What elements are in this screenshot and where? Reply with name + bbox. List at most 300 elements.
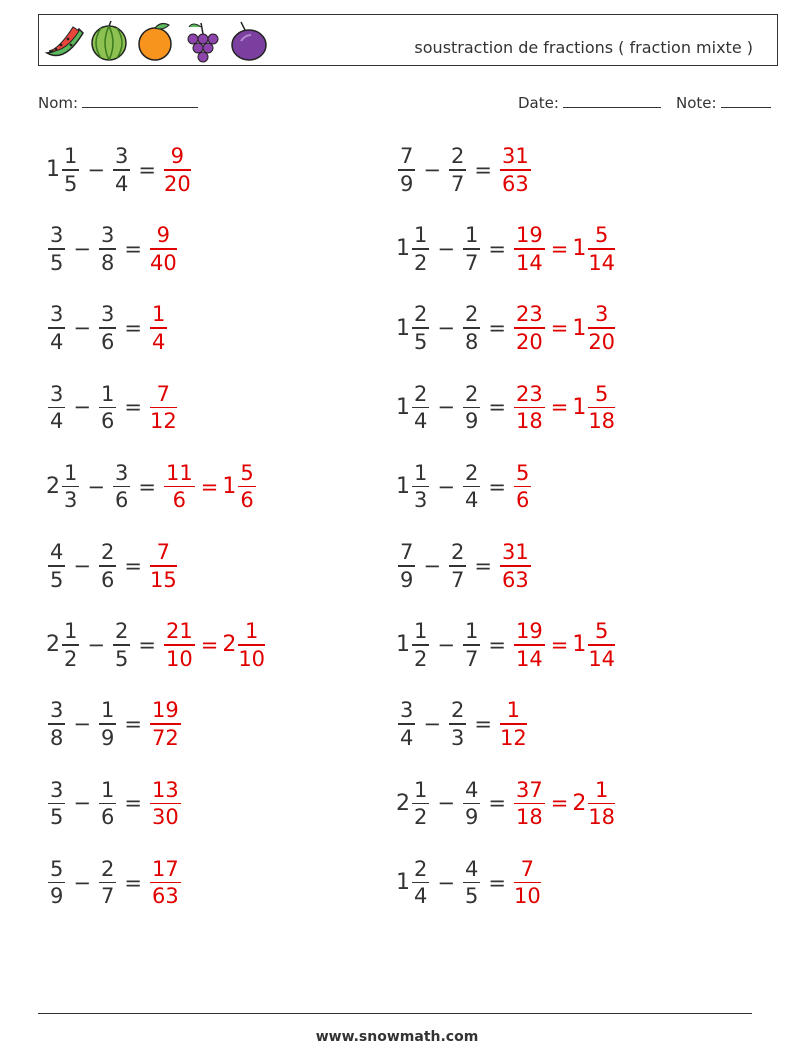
numerator: 1 (64, 460, 78, 485)
denominator: 8 (50, 725, 64, 750)
numerator: 1 (414, 223, 428, 248)
minuend-fraction (48, 301, 65, 355)
answer-fraction (500, 143, 531, 197)
subtrahend-fraction (463, 381, 480, 435)
denominator: 5 (50, 250, 64, 275)
answer (512, 856, 543, 910)
numerator: 3 (114, 144, 129, 168)
mixed-answer-whole: 1 (572, 632, 587, 658)
minuend-fraction (48, 539, 65, 593)
footer-divider (38, 1013, 752, 1014)
denominator: 12 (499, 725, 527, 750)
equals-sign: = (488, 632, 506, 657)
mixed-answer-fraction (238, 460, 255, 514)
minuend-whole: 2 (46, 474, 60, 500)
numerator: 23 (515, 381, 543, 406)
answer-fraction (150, 301, 167, 355)
problem-row (396, 856, 543, 910)
numerator: 3 (50, 381, 64, 406)
numerator: 5 (594, 223, 609, 248)
minus-sign: − (87, 474, 105, 499)
numerator: 1 (464, 223, 479, 248)
numerator: 1 (100, 381, 115, 406)
answer (162, 143, 193, 197)
minuend-whole: 1 (396, 394, 410, 420)
denominator: 6 (515, 488, 530, 513)
answer-fraction (164, 460, 195, 514)
equals-sign: = (124, 316, 142, 341)
equals-sign: = (124, 553, 142, 578)
equals-sign: = (474, 553, 492, 578)
numerator: 3 (594, 302, 609, 327)
minuend-fraction (412, 222, 429, 276)
numerator: 2 (100, 856, 115, 881)
subtrahend-fraction (99, 381, 116, 435)
answer-fraction (514, 460, 531, 514)
denominator: 10 (165, 646, 193, 671)
subtrahend-fraction (113, 618, 130, 672)
subtrahend-fraction (463, 301, 480, 355)
minus-sign: − (73, 553, 91, 578)
problem-row (46, 777, 183, 831)
denominator: 4 (400, 725, 414, 750)
answer-fraction (500, 697, 527, 751)
denominator: 4 (50, 409, 64, 434)
denominator: 8 (464, 329, 479, 354)
denominator: 6 (114, 488, 129, 513)
denominator: 2 (64, 646, 78, 671)
date-blank (563, 93, 661, 108)
answer (498, 143, 533, 197)
numerator: 4 (50, 540, 64, 564)
mixed-answer-fraction (588, 618, 615, 672)
denominator: 7 (464, 646, 479, 671)
answer-fraction (500, 539, 531, 593)
numerator: 3 (50, 777, 64, 802)
name-blank (82, 93, 198, 108)
minuend-fraction (62, 460, 79, 514)
minuend-whole: 1 (396, 315, 410, 341)
denominator: 6 (100, 567, 115, 592)
denominator: 8 (100, 250, 115, 275)
minus-sign: − (437, 316, 455, 341)
denominator: 18 (515, 805, 543, 830)
denominator: 14 (515, 646, 543, 671)
equals-sign: = (124, 791, 142, 816)
minus-sign: − (73, 870, 91, 895)
subtrahend-fraction (463, 618, 480, 672)
numerator: 3 (114, 460, 129, 485)
numerator: 3 (50, 698, 64, 723)
numerator: 2 (464, 460, 479, 485)
answer-fraction (514, 618, 545, 672)
numerator: 2 (450, 144, 465, 168)
equals-sign: = (488, 236, 506, 261)
problem-row (46, 460, 258, 514)
mixed-answer-fraction (588, 301, 615, 355)
date-label: Date: (518, 94, 559, 112)
numerator: 19 (515, 619, 543, 644)
orange-icon (139, 24, 171, 60)
equals-sign: = (138, 157, 156, 182)
minus-sign: − (87, 632, 105, 657)
numerator: 31 (501, 540, 529, 564)
subtrahend-fraction (99, 222, 116, 276)
numerator: 9 (170, 144, 185, 168)
minus-sign: − (73, 791, 91, 816)
subtrahend-fraction (463, 222, 480, 276)
denominator: 4 (114, 171, 129, 196)
denominator: 14 (588, 646, 616, 671)
equals-sign: = (488, 870, 506, 895)
minuend-fraction (48, 697, 65, 751)
numerator: 1 (100, 777, 115, 802)
minuend-fraction (412, 618, 429, 672)
minuend-fraction (48, 222, 65, 276)
numerator: 1 (594, 777, 609, 802)
numerator: 3 (50, 223, 64, 248)
denominator: 40 (149, 250, 177, 275)
minuend-whole: 1 (396, 474, 410, 500)
denominator: 9 (50, 884, 64, 909)
numerator: 7 (400, 144, 414, 168)
numerator: 5 (50, 856, 64, 881)
subtrahend-fraction (99, 697, 116, 751)
numerator: 3 (100, 302, 115, 327)
mixed-answer-whole: 2 (222, 632, 237, 658)
numerator: 1 (414, 460, 428, 485)
denominator: 9 (100, 725, 115, 750)
minus-sign: − (437, 236, 455, 261)
numerator: 1 (414, 619, 428, 644)
subtrahend-fraction (449, 539, 466, 593)
subtrahend-fraction (99, 539, 116, 593)
equals-sign: = (550, 632, 569, 657)
melon-icon (92, 21, 126, 60)
numerator: 9 (156, 223, 171, 248)
answer-fraction (150, 777, 181, 831)
problem-row (396, 697, 529, 751)
denominator: 2 (414, 646, 428, 671)
subtrahend-fraction (113, 460, 130, 514)
minuend-fraction (62, 143, 79, 197)
numerator: 21 (165, 619, 193, 644)
subtrahend-fraction (463, 856, 480, 910)
problem-row (396, 618, 617, 672)
minuend-fraction (412, 777, 429, 831)
answer (512, 460, 533, 514)
minus-sign: − (437, 870, 455, 895)
minus-sign: − (437, 474, 455, 499)
fruit-icons (43, 19, 273, 63)
problem-row (46, 856, 183, 910)
equals-sign: = (550, 316, 569, 341)
equals-sign: = (474, 712, 492, 737)
numerator: 1 (506, 698, 521, 723)
equals-sign: = (488, 316, 506, 341)
minuend-fraction (48, 856, 65, 910)
numerator: 3 (50, 302, 64, 327)
numerator: 1 (64, 144, 78, 168)
equals-sign: = (138, 632, 156, 657)
problem-row (46, 222, 179, 276)
numerator: 19 (151, 698, 179, 723)
problem-row (396, 143, 533, 197)
numerator: 13 (151, 777, 179, 802)
denominator: 3 (64, 488, 78, 513)
numerator: 2 (450, 540, 465, 564)
denominator: 4 (414, 409, 428, 434)
minuend-whole: 1 (396, 236, 410, 262)
numerator: 19 (515, 223, 543, 248)
denominator: 6 (100, 409, 115, 434)
numerator: 2 (414, 856, 428, 881)
watermelon-icon (47, 27, 83, 56)
numerator: 11 (165, 460, 193, 485)
minus-sign: − (437, 791, 455, 816)
numerator: 1 (100, 698, 115, 723)
denominator: 9 (464, 805, 479, 830)
denominator: 10 (513, 884, 541, 909)
minus-sign: − (73, 712, 91, 737)
problem-row (46, 301, 169, 355)
numerator: 1 (464, 619, 479, 644)
minuend-fraction (48, 777, 65, 831)
numerator: 5 (594, 381, 609, 406)
mixed-answer-whole: 1 (572, 315, 587, 341)
denominator: 6 (100, 329, 115, 354)
denominator: 4 (151, 329, 166, 354)
denominator: 63 (501, 171, 529, 196)
numerator: 2 (464, 381, 479, 406)
denominator: 7 (450, 567, 465, 592)
denominator: 3 (414, 488, 428, 513)
equals-sign: = (138, 474, 156, 499)
numerator: 1 (244, 619, 259, 644)
footer-url: www.snowmath.com (315, 1029, 479, 1045)
numerator: 17 (151, 856, 179, 881)
answer (148, 301, 169, 355)
numerator: 1 (414, 777, 428, 802)
minus-sign: − (73, 236, 91, 261)
problem-row (46, 697, 183, 751)
denominator: 6 (172, 488, 187, 513)
minuend-fraction (412, 856, 429, 910)
answer (512, 301, 617, 355)
denominator: 4 (50, 329, 64, 354)
answer (512, 381, 617, 435)
minuend-fraction (398, 143, 415, 197)
minuend-fraction (412, 381, 429, 435)
problem-row (46, 618, 267, 672)
answer-fraction (150, 697, 181, 751)
denominator: 7 (464, 250, 479, 275)
numerator: 3 (100, 223, 115, 248)
answer (148, 697, 183, 751)
answer-fraction (150, 381, 177, 435)
equals-sign: = (200, 474, 219, 499)
denominator: 20 (515, 329, 543, 354)
denominator: 9 (464, 409, 479, 434)
minuend-fraction (398, 697, 415, 751)
denominator: 5 (464, 884, 479, 909)
answer (498, 697, 529, 751)
numerator: 23 (515, 302, 543, 327)
equals-sign: = (550, 395, 569, 420)
plum-icon (232, 22, 266, 60)
mixed-answer-fraction (238, 618, 265, 672)
denominator: 30 (151, 805, 179, 830)
denominator: 18 (588, 805, 616, 830)
equals-sign: = (124, 395, 142, 420)
denominator: 6 (100, 805, 115, 830)
answer-fraction (150, 222, 177, 276)
mixed-answer-whole: 1 (222, 474, 237, 500)
denominator: 4 (414, 884, 428, 909)
subtrahend-fraction (449, 697, 466, 751)
denominator: 63 (151, 884, 179, 909)
problem-row (396, 539, 533, 593)
equals-sign: = (474, 157, 492, 182)
numerator: 1 (151, 302, 166, 327)
denominator: 7 (450, 171, 465, 196)
denominator: 63 (501, 567, 529, 592)
minus-sign: − (423, 157, 441, 182)
answer (162, 460, 258, 514)
denominator: 20 (588, 329, 616, 354)
numerator: 2 (100, 540, 115, 564)
equals-sign: = (124, 236, 142, 261)
answer-fraction (164, 618, 195, 672)
equals-sign: = (550, 791, 569, 816)
numerator: 1 (64, 619, 78, 644)
denominator: 5 (50, 805, 64, 830)
denominator: 18 (588, 409, 616, 434)
worksheet-header (38, 14, 778, 66)
numerator: 7 (156, 540, 171, 564)
denominator: 14 (588, 250, 616, 275)
answer-fraction (514, 856, 541, 910)
numerator: 2 (450, 698, 465, 723)
denominator: 18 (515, 409, 543, 434)
minus-sign: − (437, 395, 455, 420)
subtrahend-fraction (99, 301, 116, 355)
answer (512, 777, 617, 831)
minuend-whole: 1 (396, 870, 410, 896)
denominator: 5 (414, 329, 428, 354)
answer-fraction (514, 777, 545, 831)
denominator: 6 (240, 488, 254, 513)
numerator: 31 (501, 144, 529, 168)
denominator: 15 (149, 567, 177, 592)
denominator: 5 (114, 646, 129, 671)
name-field (38, 93, 198, 112)
minus-sign: − (73, 316, 91, 341)
equals-sign: = (124, 712, 142, 737)
minuend-fraction (398, 539, 415, 593)
date-field (518, 93, 661, 112)
answer-fraction (164, 143, 191, 197)
mixed-answer-fraction (588, 222, 615, 276)
problem-row (396, 301, 617, 355)
numerator: 5 (240, 460, 254, 485)
numerator: 2 (464, 302, 479, 327)
answer (512, 222, 617, 276)
subtrahend-fraction (449, 143, 466, 197)
answer-fraction (514, 381, 545, 435)
minus-sign: − (423, 553, 441, 578)
mixed-answer-fraction (588, 381, 615, 435)
subtrahend-fraction (463, 460, 480, 514)
answer (162, 618, 267, 672)
mixed-answer-whole: 1 (572, 394, 587, 420)
denominator: 5 (50, 567, 64, 592)
problem-row (396, 460, 533, 514)
problem-row (46, 381, 179, 435)
answer-fraction (150, 539, 177, 593)
minuend-fraction (412, 301, 429, 355)
score-label: Note: (676, 94, 717, 112)
answer (148, 856, 183, 910)
denominator: 20 (163, 171, 191, 196)
numerator: 7 (520, 856, 535, 881)
numerator: 4 (464, 777, 479, 802)
denominator: 12 (149, 409, 177, 434)
numerator: 5 (594, 619, 609, 644)
numerator: 3 (400, 698, 414, 723)
minus-sign: − (73, 395, 91, 420)
denominator: 9 (400, 567, 414, 592)
denominator: 10 (238, 646, 266, 671)
denominator: 3 (450, 725, 465, 750)
equals-sign: = (200, 632, 219, 657)
worksheet-title: soustraction de fractions ( fraction mixte ) (414, 38, 753, 57)
subtrahend-fraction (113, 143, 130, 197)
problem-row (46, 539, 179, 593)
minuend-fraction (62, 618, 79, 672)
numerator: 37 (515, 777, 543, 802)
answer-fraction (514, 301, 545, 355)
denominator: 72 (151, 725, 179, 750)
problem-row (396, 381, 617, 435)
denominator: 9 (400, 171, 414, 196)
subtrahend-fraction (463, 777, 480, 831)
minuend-whole: 1 (396, 632, 410, 658)
answer-fraction (514, 222, 545, 276)
denominator: 5 (64, 171, 78, 196)
equals-sign: = (488, 395, 506, 420)
mixed-answer-fraction (588, 777, 615, 831)
subtrahend-fraction (99, 777, 116, 831)
answer (498, 539, 533, 593)
minuend-fraction (412, 460, 429, 514)
denominator: 2 (414, 250, 428, 275)
answer (148, 777, 183, 831)
problem-row (46, 143, 193, 197)
minus-sign: − (437, 632, 455, 657)
denominator: 14 (515, 250, 543, 275)
denominator: 4 (464, 488, 479, 513)
subtrahend-fraction (99, 856, 116, 910)
numerator: 2 (414, 302, 428, 327)
numerator: 2 (114, 619, 129, 644)
minuend-whole: 2 (46, 632, 60, 658)
problem-row (396, 222, 617, 276)
minuend-whole: 2 (396, 790, 410, 816)
name-label: Nom: (38, 94, 79, 112)
equals-sign: = (124, 870, 142, 895)
score-blank (721, 93, 771, 108)
